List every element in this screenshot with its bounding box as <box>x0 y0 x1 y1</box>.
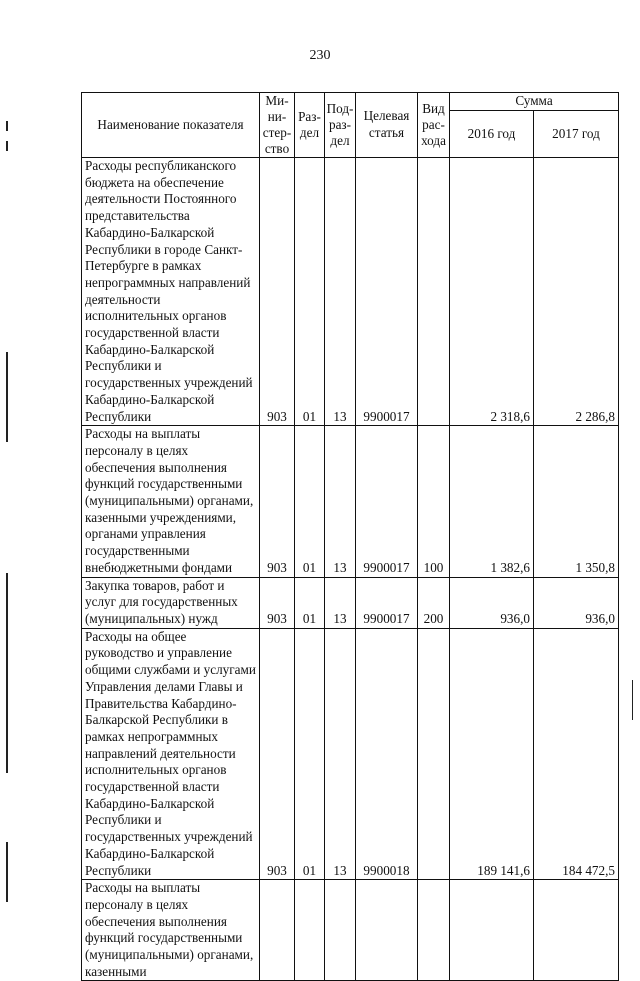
table-row <box>82 577 619 628</box>
row-sum-2016: 189 141,6 <box>450 628 534 880</box>
row-sum-2016: 2 318,6 <box>450 158 534 426</box>
header-ministry: Ми-ни-стер-ство <box>260 93 295 158</box>
row-sum-2017: 936,0 <box>534 577 619 628</box>
row-section: 01 <box>295 628 325 880</box>
row-subsection <box>325 880 356 981</box>
page-number: 230 <box>309 48 331 63</box>
row-sum-2016 <box>450 880 534 981</box>
row-section <box>295 880 325 981</box>
header-target: Целевая статья <box>356 93 418 158</box>
table-row <box>82 628 619 880</box>
row-target <box>356 880 418 981</box>
row-ministry: 903 <box>260 158 295 426</box>
table-row <box>82 158 619 426</box>
scan-mark <box>6 352 8 442</box>
table-row <box>82 880 619 981</box>
row-sum-2017: 2 286,8 <box>534 158 619 426</box>
row-sum-2016: 1 382,6 <box>450 426 534 577</box>
scan-mark <box>6 842 8 902</box>
row-target: 9900017 <box>356 158 418 426</box>
row-expense-type <box>418 158 450 426</box>
row-name: Расходы на выплаты персоналу в целях обеспечения выполнения функций государственными (муниципальными) органами, казенными учреждениями, органами управления государственными внебюджетными фондами <box>82 426 260 577</box>
row-name: Закупка товаров, работ и услуг для государственных (муниципальных) нужд <box>82 577 260 628</box>
row-sum-2016: 936,0 <box>450 577 534 628</box>
row-sum-2017: 184 472,5 <box>534 628 619 880</box>
row-target: 9900017 <box>356 426 418 577</box>
row-expense-type <box>418 628 450 880</box>
table-row <box>82 426 619 577</box>
row-expense-type: 100 <box>418 426 450 577</box>
budget-table <box>81 92 619 981</box>
scan-mark <box>6 121 8 131</box>
row-subsection: 13 <box>325 426 356 577</box>
header-expense-type: Вид рас-хода <box>418 93 450 158</box>
scan-mark <box>632 680 633 720</box>
row-target: 9900017 <box>356 577 418 628</box>
row-section: 01 <box>295 426 325 577</box>
row-sum-2017 <box>534 880 619 981</box>
header-sum: Сумма <box>450 93 619 111</box>
header-section: Раз-дел <box>295 93 325 158</box>
row-target: 9900018 <box>356 628 418 880</box>
row-subsection: 13 <box>325 158 356 426</box>
row-name: Расходы республиканского бюджета на обеспечение деятельности Постоянного представительства Кабардино-Балкарской Республики в городе Санкт-Петербурге в рамках непрограммных направлений деятельности исполнительных органов государственной власти Кабардино-Балкарской Республики и государственных учреждений Кабардино-Балкарской Республики <box>82 158 260 426</box>
row-ministry <box>260 880 295 981</box>
row-ministry: 903 <box>260 426 295 577</box>
row-expense-type: 200 <box>418 577 450 628</box>
row-expense-type <box>418 880 450 981</box>
row-sum-2017: 1 350,8 <box>534 426 619 577</box>
header-year-2017: 2017 год <box>534 111 619 158</box>
row-subsection: 13 <box>325 577 356 628</box>
scan-mark <box>6 573 8 773</box>
header-year-2016: 2016 год <box>450 111 534 158</box>
row-ministry: 903 <box>260 577 295 628</box>
header-name: Наименование показателя <box>82 93 260 158</box>
row-subsection: 13 <box>325 628 356 880</box>
row-ministry: 903 <box>260 628 295 880</box>
header-subsection: Под-раз-дел <box>325 93 356 158</box>
row-section: 01 <box>295 158 325 426</box>
scan-mark <box>6 141 8 151</box>
row-name: Расходы на общее руководство и управление общими службами и услугами Управления делами Главы и Правительства Кабардино-Балкарской Республики в рамках непрограммных направлений деятельности исполнительных органов государственной власти Кабардино-Балкарской Республики и государственных учреждений Кабардино-Балкарской Республики <box>82 628 260 880</box>
row-name: Расходы на выплаты персоналу в целях обеспечения выполнения функций государственными (муниципальными) органами, казенными <box>82 880 260 981</box>
row-section: 01 <box>295 577 325 628</box>
